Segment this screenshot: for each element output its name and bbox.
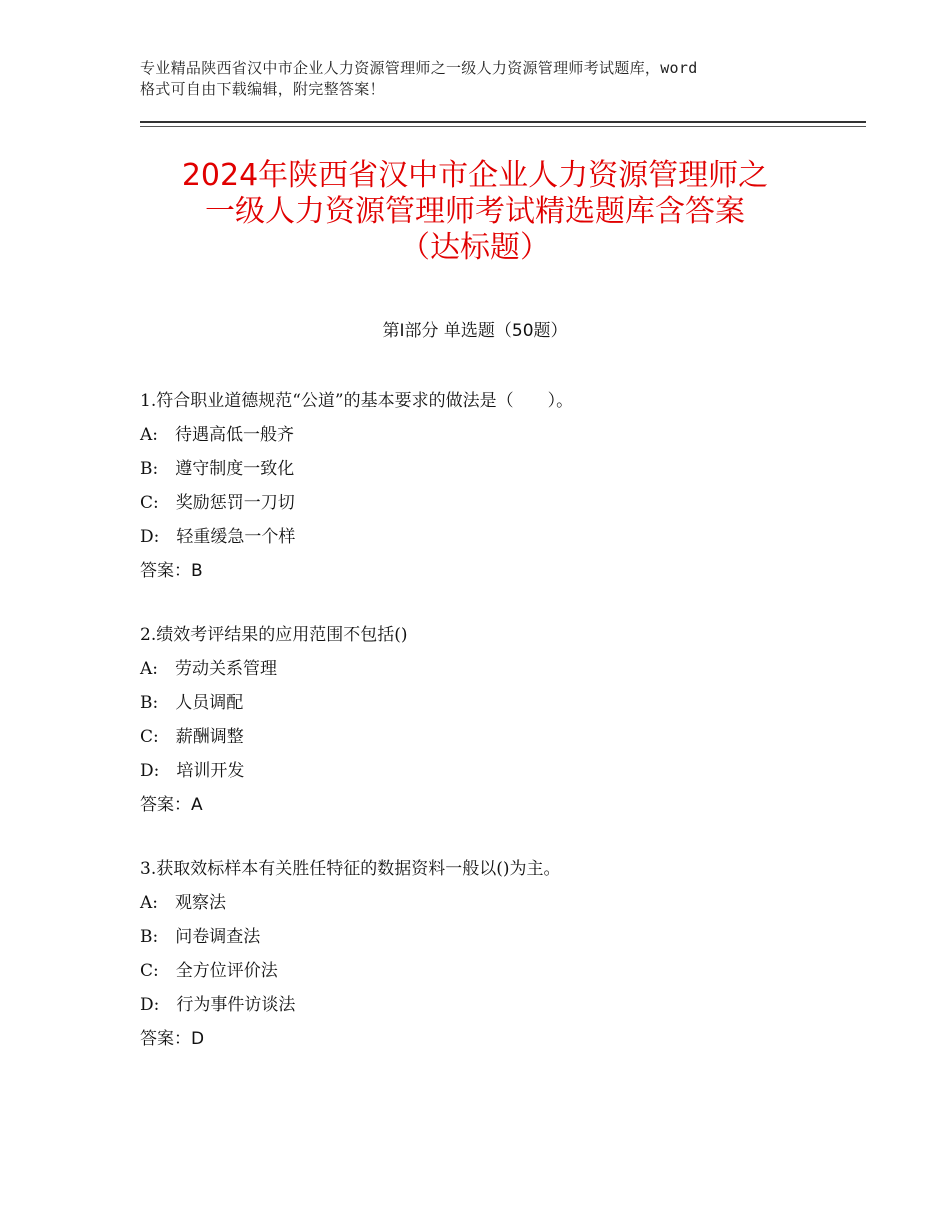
header-note-line-2: 格式可自由下载编辑，附完整答案！: [140, 80, 385, 98]
question-2: [140, 618, 860, 822]
question-3: [140, 852, 860, 1056]
question-stem: 2.绩效考评结果的应用范围不包括(): [140, 625, 408, 645]
header-divider-thin: [140, 126, 866, 127]
option-a: A: 观察法: [140, 893, 227, 913]
option-d: D: 培训开发: [140, 761, 245, 781]
option-b: B: 遵守制度一致化: [140, 459, 295, 479]
option-d: D: 轻重缓急一个样: [140, 527, 296, 547]
question-stem: 3.获取效标样本有关胜任特征的数据资料一般以()为主。: [140, 859, 561, 879]
document-title-line-2: 一级人力资源管理师考试精选题库含答案: [205, 194, 745, 229]
header-note: [140, 58, 840, 100]
answer-line: 答案：D: [140, 1029, 205, 1049]
answer-line: 答案：B: [140, 561, 203, 581]
option-b: B: 人员调配: [140, 693, 244, 713]
header-divider-thick: [140, 121, 866, 123]
option-c: C: 全方位评价法: [140, 961, 278, 981]
option-a: A: 劳动关系管理: [140, 659, 278, 679]
header-note-line-1: 专业精品陕西省汉中市企业人力资源管理师之一级人力资源管理师考试题库，word: [140, 59, 698, 77]
document-title-line-3: （达标题）: [400, 230, 550, 265]
answer-line: 答案：A: [140, 795, 203, 815]
option-b: B: 问卷调查法: [140, 927, 261, 947]
option-c: C: 奖励惩罚一刀切: [140, 493, 295, 513]
section-title: 第Ⅰ部分 单选题（50题）: [382, 321, 568, 341]
question-stem: 1.符合职业道德规范“公道”的基本要求的做法是（ ）。: [140, 391, 574, 411]
question-list: [140, 384, 860, 1086]
option-d: D: 行为事件访谈法: [140, 995, 296, 1015]
option-c: C: 薪酬调整: [140, 727, 244, 747]
document-title: [100, 158, 850, 266]
question-1: [140, 384, 860, 588]
option-a: A: 待遇高低一般齐: [140, 425, 295, 445]
document-title-line-1: 2024年陕西省汉中市企业人力资源管理师之: [181, 158, 769, 193]
